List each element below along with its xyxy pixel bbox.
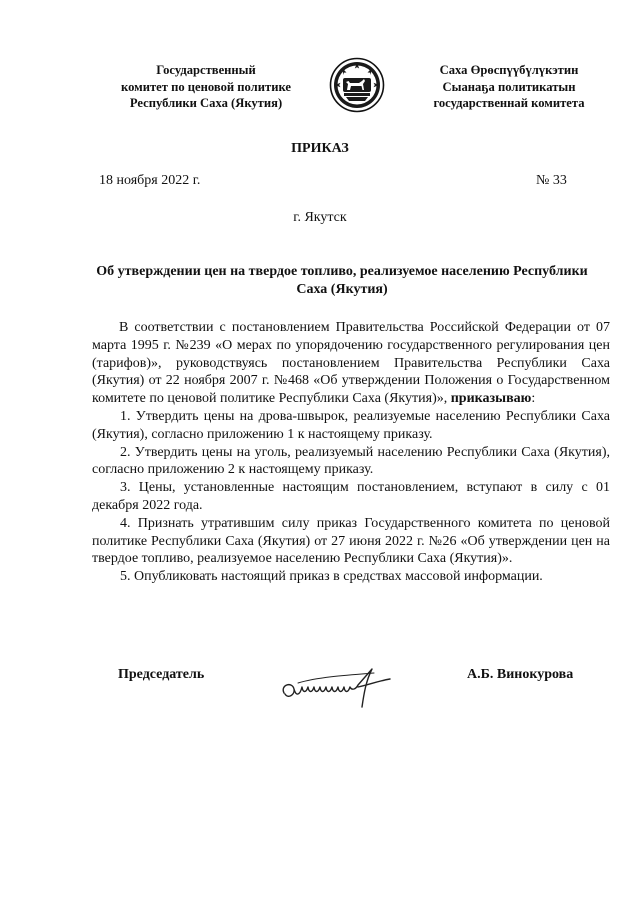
document-date: 18 ноября 2022 г. [99, 173, 201, 188]
header-left-organization [96, 62, 316, 112]
header-right-line: Саха Өрөспүүбүлүкэтин [439, 63, 579, 77]
document-title: ПРИКАЗ [291, 141, 349, 156]
signatory-name: А.Б. Винокурова [467, 667, 574, 682]
header-right-line: государственнай комитета [433, 96, 585, 110]
document-subject: Об утверждении цен на твердое топливо, реализуемое населению Республики Саха (Якутия) [96, 264, 588, 297]
preamble-paragraph [92, 319, 610, 408]
order-item: 5. Опубликовать настоящий приказ в средствах массовой информации. [120, 569, 543, 585]
order-word: приказываю [450, 391, 532, 407]
order-item: 2. Утвердить цены на уголь, реализуемый населению Республики Саха (Якутия), согласно приложению 2 к настоящему приказу. [92, 444, 610, 478]
order-item: 3. Цены, установленные настоящим постановлением, вступают в силу с 01 декабря 2022 года. [92, 480, 610, 513]
header-left-line: Республики Саха (Якутия) [129, 96, 283, 110]
signatory-title: Председатель [118, 667, 205, 682]
document-body [92, 319, 610, 586]
header-right-organization [404, 62, 614, 112]
yakutia-coat-of-arms-icon [329, 57, 385, 113]
header-right-line: Сыанаҕа политикатын [442, 79, 576, 94]
order-item: 4. Признать утратившим силу приказ Государственного комитета по ценовой политике Республики Саха (Якутия) от 27 июня 2022 г. №26 «Об утверждении цен на твердое топливо, реализуемое населению Республики Саха (Якутия)». [92, 515, 610, 567]
handwritten-signature [278, 663, 406, 711]
preamble-text: В соответствии с постановлением Правительства Российской Федерации от 07 марта 1995 г. №239 «О мерах по упорядочению государственного регулирования цен (тарифов)», руководствуясь постановлением Правительства Республики Саха (Якутия) от 22 ноября 2007 г. №468 «Об утверждении Положения о Государственном комитете по ценовой политике Республики Саха (Якутия)», [92, 320, 610, 407]
document-city: г. Якутск [293, 210, 347, 225]
header-left-line: комитет по ценовой политике [121, 79, 291, 94]
header-left-line: Государственный [156, 63, 256, 77]
order-colon: : [531, 391, 536, 407]
order-item: 1. Утвердить цены на дрова-швырок, реализуемые населению Республики Саха (Якутия), согласно приложению 1 к настоящему приказу. [92, 408, 610, 442]
document-number: № 33 [536, 173, 567, 188]
